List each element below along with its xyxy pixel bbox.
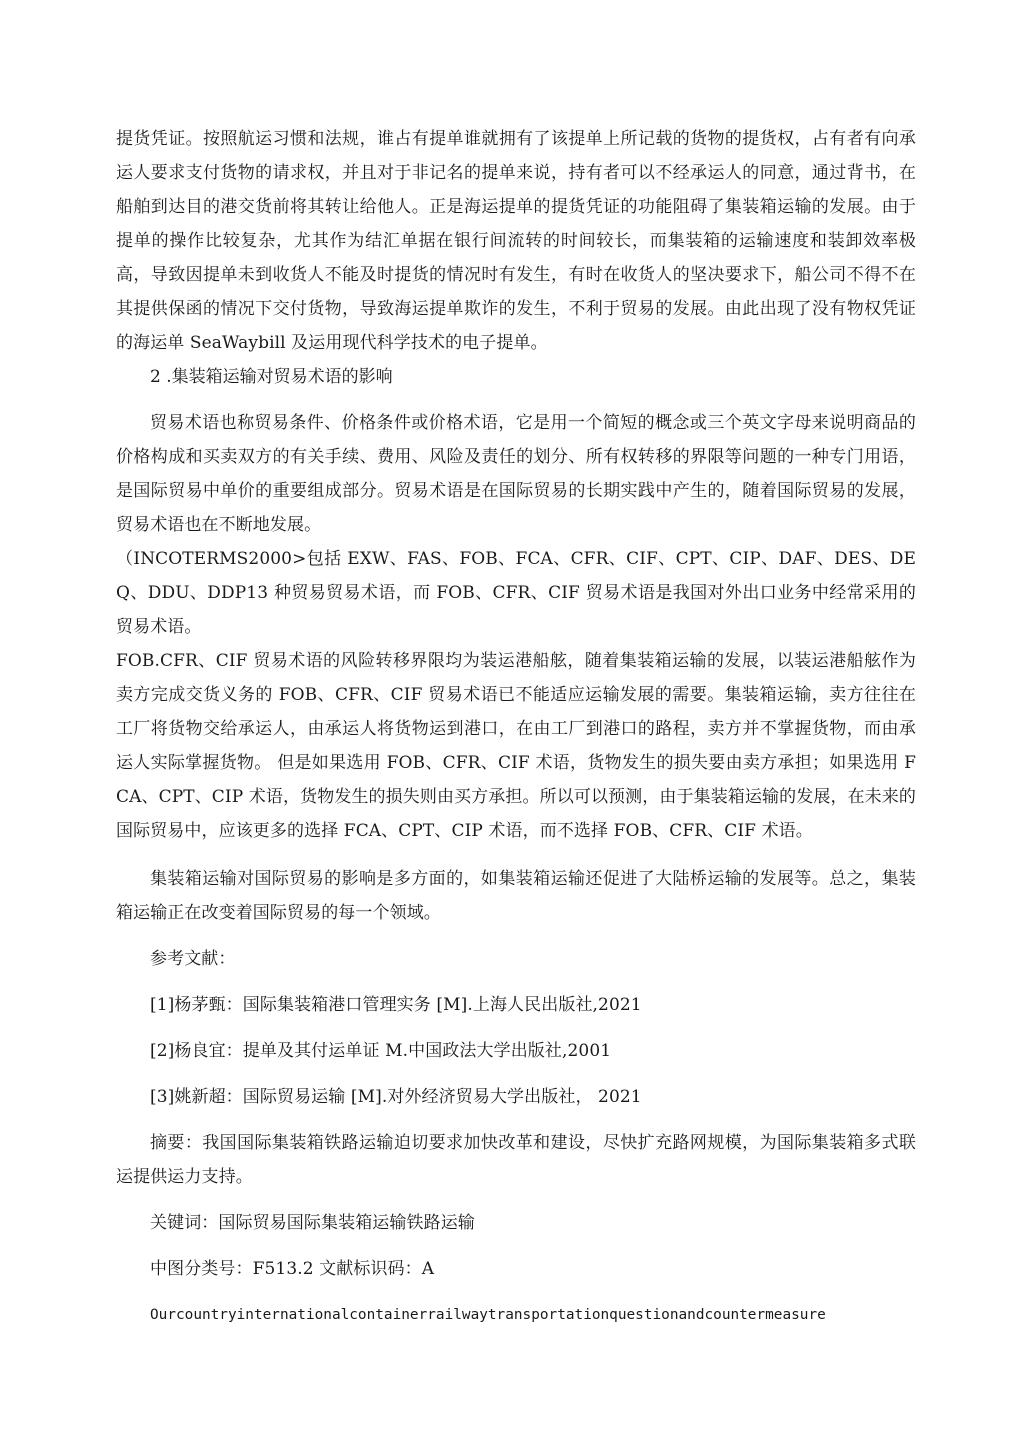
paragraph-incoterms: （INCOTERMS2000>包括 EXW、FAS、FOB、FCA、CFR、CIF、CPT、CIP、DAF、DES、DEQ、DDU、DDP13 种贸易贸易术语，而 FOB、CFR、CIF 贸易术语是我国对外出口业务中经常采用的贸易术语。 <box>116 549 916 637</box>
abstract: 摘要：我国国际集装箱铁路运输迫切要求加快改革和建设，尽快扩充路网规模，为国际集装箱多式联运提供运力支持。 <box>116 1133 916 1187</box>
paragraph-bill-of-lading: 提货凭证。按照航运习惯和法规，谁占有提单谁就拥有了该提单上所记载的货物的提货权，占有者有向承运人要求支付货物的请求权，并且对于非记名的提单来说，持有者可以不经承运人的同意，通过背书，在船舶到达目的港交货前将其转让给他人。正是海运提单的提货凭证的功能阻碍了集装箱运输的发展。由于提单的操作比较复杂，尤其作为结汇单据在银行间流转的时间较长，而集装箱的运输速度和装卸效率极高，导致因提单未到收货人不能及时提货的情况时有发生，有时在收货人的坚决要求下，船公司不得不在其提供保函的情况下交付货物，导致海运提单欺诈的发生，不利于贸易的发展。由此出现了没有物权凭证的海运单 SeaWaybill 及运用现代科学技术的电子提单。 <box>116 129 916 353</box>
paragraph-conclusion: 集装箱运输对国际贸易的影响是多方面的，如集装箱运输还促进了大陆桥运输的发展等。总之，集装箱运输正在改变着国际贸易的每一个领域。 <box>116 869 916 923</box>
keywords: 关键词：国际贸易国际集装箱运输铁路运输 <box>150 1213 475 1233</box>
reference-item-3: [3]姚新超：国际贸易运输 [M].对外经济贸易大学出版社， 2021 <box>150 1087 642 1107</box>
section-heading-trade-terms: 2 .集装箱运输对贸易术语的影响 <box>150 367 393 387</box>
reference-item-1: [1]杨茅甄：国际集装箱港口管理实务 [M].上海人民出版社,2021 <box>150 995 642 1015</box>
paragraph-risk-transfer: FOB.CFR、CIF 贸易术语的风险转移界限均为装运港船舷，随着集装箱运输的发展，以装运港船舷作为卖方完成交货义务的 FOB、CFR、CIF 贸易术语已不能适应运输发展的需要。集装箱运输，卖方往往在工厂将货物交给承运人，由承运人将货物运到港口，在由工厂到港口的路程，卖方并不掌握货物，而由承运人实际掌握货物。 但是如果选用 FOB、CFR、CIF 术语，货物发生的损失要由卖方承担；如果选用 FCA、CPT、CIP 术语，货物发生的损失则由买方承担。所以可以预测，由于集装箱运输的发展，在未来的国际贸易中，应该更多的选择 FCA、CPT、CIP 术语，而不选择 FOB、CFR、CIF 术语。 <box>116 651 916 841</box>
classification-number: 中图分类号：F513.2 文献标识码：A <box>150 1259 435 1279</box>
english-title: Ourcountryinternationalcontainerrailwaytransportationquestionandcountermeasure <box>150 1307 826 1323</box>
paragraph-trade-terms-definition: 贸易术语也称贸易条件、价格条件或价格术语，它是用一个简短的概念或三个英文字母来说明商品的价格构成和买卖双方的有关手续、费用、风险及责任的划分、所有权转移的界限等问题的一种专门用语，是国际贸易中单价的重要组成部分。贸易术语是在国际贸易的长期实践中产生的，随着国际贸易的发展，贸易术语也在不断地发展。 <box>116 413 916 535</box>
reference-item-2: [2]杨良宜：提单及其付运单证 M.中国政法大学出版社,2001 <box>150 1041 612 1061</box>
references-title: 参考文献： <box>150 949 236 969</box>
document-body <box>116 122 916 1332</box>
